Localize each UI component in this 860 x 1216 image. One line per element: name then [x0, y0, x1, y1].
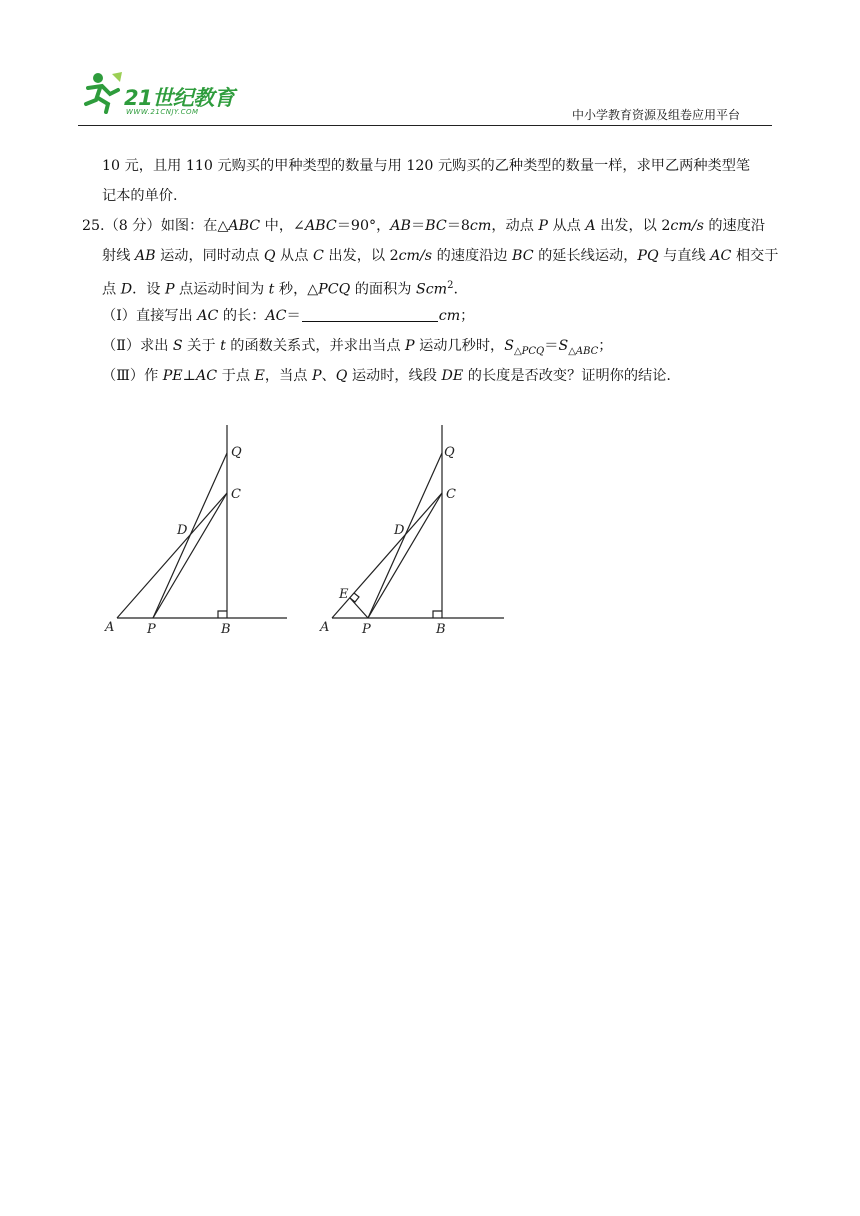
page-header [78, 66, 772, 128]
logo [78, 66, 258, 122]
part-2 [102, 336, 613, 362]
text: 运动时，线段 [347, 368, 442, 384]
part-3 [102, 366, 671, 386]
text: 射线 [102, 248, 135, 264]
line-pq [153, 453, 227, 618]
header-divider [78, 125, 772, 126]
problem-25-line-1 [82, 216, 765, 236]
text: 点 [102, 281, 121, 298]
text: 的延长线运动， [533, 248, 638, 264]
math: P [405, 338, 415, 354]
problem-points: （8 分） [104, 218, 161, 234]
text: 的长： [218, 308, 266, 324]
math: BC [425, 218, 447, 234]
answer-blank[interactable] [302, 307, 438, 322]
text: ，动点 [491, 218, 539, 234]
line-pc [153, 493, 227, 618]
math: D [120, 281, 133, 298]
math: C [312, 248, 324, 264]
problem-25-line-3 [102, 276, 458, 300]
line-pc [368, 493, 442, 618]
math: ABC [304, 218, 337, 234]
text: 与直线 [658, 248, 711, 264]
right-angle-mark-b [433, 611, 442, 618]
math: S [558, 338, 569, 354]
math: P [538, 218, 548, 234]
math: Q [263, 248, 276, 264]
part-1 [102, 306, 474, 326]
text: 从点 [547, 218, 586, 234]
text: 点运动时间为 [174, 281, 269, 298]
label-d: D [177, 523, 188, 538]
text: 的速度沿 [703, 218, 766, 234]
logo-url: WWW.21CNJY.COM [126, 108, 199, 116]
math: t [268, 281, 275, 298]
label-p: P [362, 622, 371, 637]
math: Scm [416, 281, 448, 298]
math: cm/s [398, 248, 433, 264]
math: AC [710, 248, 732, 264]
math: cm [469, 218, 492, 234]
label-a: A [320, 620, 330, 635]
label-p: P [147, 622, 156, 637]
right-angle-mark [218, 611, 227, 618]
math: DE [441, 368, 464, 384]
part-label: （Ⅱ） [102, 338, 141, 354]
superscript: 2 [447, 280, 454, 291]
text: ＝ [544, 338, 559, 354]
math: AB [134, 248, 156, 264]
math: P [164, 281, 175, 298]
line-ac [117, 493, 227, 618]
text: ； [598, 338, 613, 354]
math: PQ [637, 248, 659, 264]
text: ＝8 [446, 218, 470, 234]
math: S [504, 338, 514, 354]
line-ac [332, 493, 442, 618]
text: ，当点 [264, 368, 312, 384]
text: ⊥ [182, 368, 197, 384]
text: 于点 [217, 368, 255, 384]
math: S [172, 338, 183, 354]
figure-1 [100, 425, 300, 640]
label-b: B [221, 622, 231, 637]
text: 相交于 [731, 248, 779, 264]
part-label: （Ⅲ） [102, 368, 145, 384]
math: AC [196, 368, 218, 384]
right-angle-mark-e [350, 593, 359, 602]
text: 作 [144, 368, 163, 384]
text: ．设 [132, 281, 165, 298]
label-e: E [339, 587, 349, 602]
text: 关于 [182, 338, 221, 354]
math: cm [438, 308, 461, 324]
math: ABC [228, 218, 261, 234]
text: ； [460, 308, 475, 324]
label-c: C [231, 487, 241, 502]
math: cm/s [670, 218, 704, 234]
math: A [585, 218, 596, 234]
text: 从点 [275, 248, 313, 264]
part-label: （Ⅰ） [102, 308, 136, 324]
text: 出发，以 2 [323, 248, 399, 264]
text: 求出 [140, 338, 173, 354]
math: t [220, 338, 226, 354]
text: 的长度是否改变？证明你的结论. [463, 368, 671, 384]
text: 中，∠ [260, 218, 305, 234]
math: P [311, 368, 322, 384]
line-pe [350, 598, 368, 618]
text: . [453, 281, 459, 298]
text: 秒，△ [274, 281, 319, 298]
math: BC [512, 248, 534, 264]
math: AB [390, 218, 411, 234]
text: 直接写出 [135, 308, 198, 324]
line-pq [368, 453, 442, 618]
label-c: C [446, 487, 456, 502]
label-q: Q [444, 445, 455, 460]
platform-title: 中小学教育资源及组卷应用平台 [571, 108, 740, 122]
text: 的面积为 [350, 281, 416, 298]
label-d: D [394, 523, 405, 538]
problem-number: 25. [82, 218, 105, 234]
subscript: △PCQ [513, 345, 545, 357]
text: 运动，同时动点 [155, 248, 264, 264]
label-b: B [436, 622, 446, 637]
problem-25-line-2 [102, 246, 778, 266]
text: 如图：在△ [160, 218, 229, 234]
text: 的函数关系式，并求出当点 [225, 338, 406, 354]
text: ＝ [410, 218, 426, 234]
math: AC [265, 308, 287, 324]
math: AC [197, 308, 219, 324]
math: E [254, 368, 265, 384]
math: Q [335, 368, 348, 384]
subscript: △ABC [568, 345, 599, 357]
runner-logo-icon [78, 66, 126, 116]
math: PCQ [318, 281, 351, 298]
text: ＝90°， [336, 218, 391, 234]
label-a: A [105, 620, 115, 635]
label-q: Q [231, 445, 242, 460]
prev-problem-line-1: 10 元，且用 110 元购买的甲种类型的数量与用 120 元购买的乙种类型的数量一样，求甲乙两种类型笔 [102, 158, 751, 174]
prev-problem-line-2: 记本的单价. [102, 188, 178, 204]
text: 的速度沿边 [432, 248, 513, 264]
text: 运动几秒时， [414, 338, 505, 354]
text: ＝ [286, 308, 301, 324]
text: 、 [321, 368, 336, 384]
logo-text: 21世纪教育 [124, 86, 235, 110]
figure-2 [315, 425, 515, 640]
math: PE [162, 368, 183, 384]
text: 出发，以 2 [595, 218, 671, 234]
